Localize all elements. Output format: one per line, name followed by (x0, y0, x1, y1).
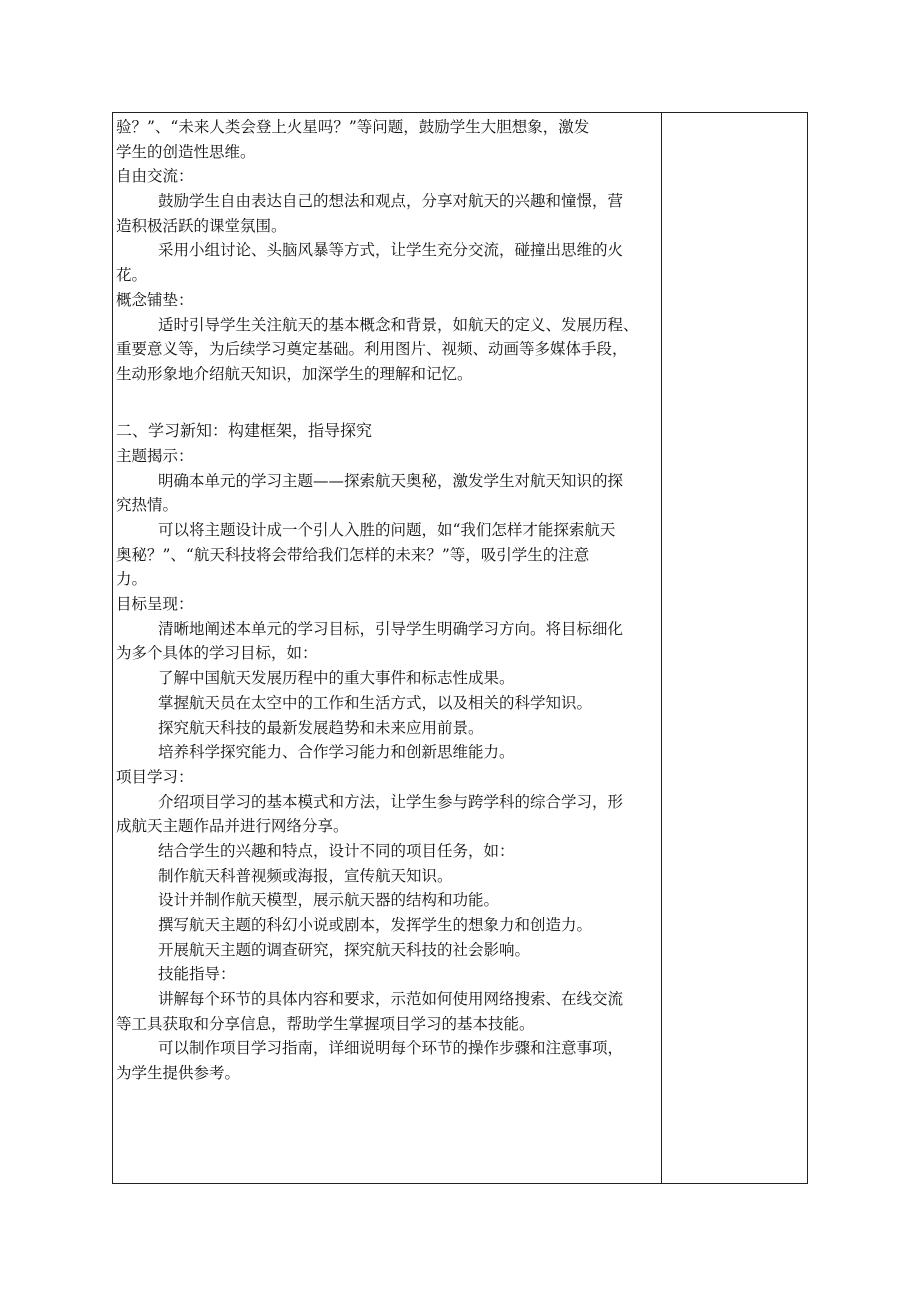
text-line: 适时引导学生关注航天的基本概念和背景，如航天的定义、发展历程、 (158, 315, 639, 334)
section-label: 技能指导： (158, 965, 236, 984)
section-label: 主题揭示： (116, 446, 194, 465)
lesson-content-cell (113, 113, 661, 1183)
text-line: 为多个具体的学习目标，如： (116, 644, 318, 663)
text-line: 清晰地阐述本单元的学习目标，引导学生明确学习方向。将目标细化 (158, 619, 624, 638)
text-line: 介绍项目学习的基本模式和方法，让学生参与跨学科的综合学习，形 (158, 792, 624, 811)
text-line: 验？”、“未来人类会登上火星吗？”等问题，鼓励学生大胆想象，激发 (116, 118, 590, 136)
blank-line (116, 387, 656, 412)
text-line: 力。 (116, 570, 148, 589)
section-label: 目标呈现： (116, 595, 194, 614)
text-line: 究热情。 (116, 496, 179, 515)
lesson-plan-table (112, 112, 808, 1184)
section-label: 项目学习： (116, 767, 194, 786)
text-line: 奥秘？”、“航天科技将会带给我们怎样的未来？”等，吸引学生的注意 (116, 545, 590, 564)
text-line: 鼓励学生自由表达自己的想法和观点，分享对航天的兴趣和憧憬，营 (158, 192, 624, 211)
list-item: 了解中国航天发展历程中的重大事件和标志性成果。 (158, 669, 515, 688)
text-line: 学生的创造性思维。 (116, 142, 256, 161)
text-line: 生动形象地介绍航天知识，加深学生的理解和记忆。 (116, 364, 473, 383)
text-line: 采用小组讨论、头脑风暴等方式，让学生充分交流，碰撞出思维的火 (158, 241, 624, 260)
text-line: 讲解每个环节的具体内容和要求，示范如何使用网络搜索、在线交流 (158, 990, 624, 1009)
notes-cell (662, 113, 807, 1183)
text-line: 结合学生的兴趣和特点，设计不同的项目任务，如： (158, 841, 515, 860)
text-line: 明确本单元的学习主题——探索航天奥秘，激发学生对航天知识的探 (158, 471, 624, 490)
list-item: 开展航天主题的调查研究，探究航天科技的社会影响。 (158, 940, 531, 959)
section-label: 自由交流： (116, 167, 194, 186)
list-item: 撰写航天主题的科幻小说或剧本，发挥学生的想象力和创造力。 (158, 916, 593, 934)
text-line: 可以制作项目学习指南，详细说明每个环节的操作步骤和注意事项， (158, 1039, 624, 1058)
list-item: 培养科学探究能力、合作学习能力和创新思维能力。 (158, 743, 515, 762)
text-line: 花。 (116, 266, 148, 285)
text-line: 为学生提供参考。 (116, 1064, 241, 1083)
text-line: 成航天主题作品并进行网络分享。 (116, 817, 349, 836)
list-item: 探究航天科技的最新发展趋势和未来应用前景。 (158, 718, 484, 737)
section-label: 概念铺垫： (116, 290, 194, 309)
text-line: 造积极活跃的课堂氛围。 (116, 216, 287, 235)
gap (116, 411, 656, 419)
text-line: 重要意义等，为后续学习奠定基础。利用图片、视频、动画等多媒体手段， (116, 340, 628, 359)
list-item: 设计并制作航天模型，展示航天器的结构和功能。 (158, 891, 500, 910)
text-line: 等工具获取和分享信息，帮助学生掌握项目学习的基本技能。 (116, 1014, 535, 1033)
text-line: 可以将主题设计成一个引人入胜的问题，如“我们怎样才能探索航天 (158, 521, 616, 539)
section-heading: 二、学习新知：构建框架，指导探究 (116, 421, 373, 441)
list-item: 掌握航天员在太空中的工作和生活方式，以及相关的科学知识。 (158, 693, 593, 712)
list-item: 制作航天科普视频或海报，宣传航天知识。 (158, 866, 453, 885)
